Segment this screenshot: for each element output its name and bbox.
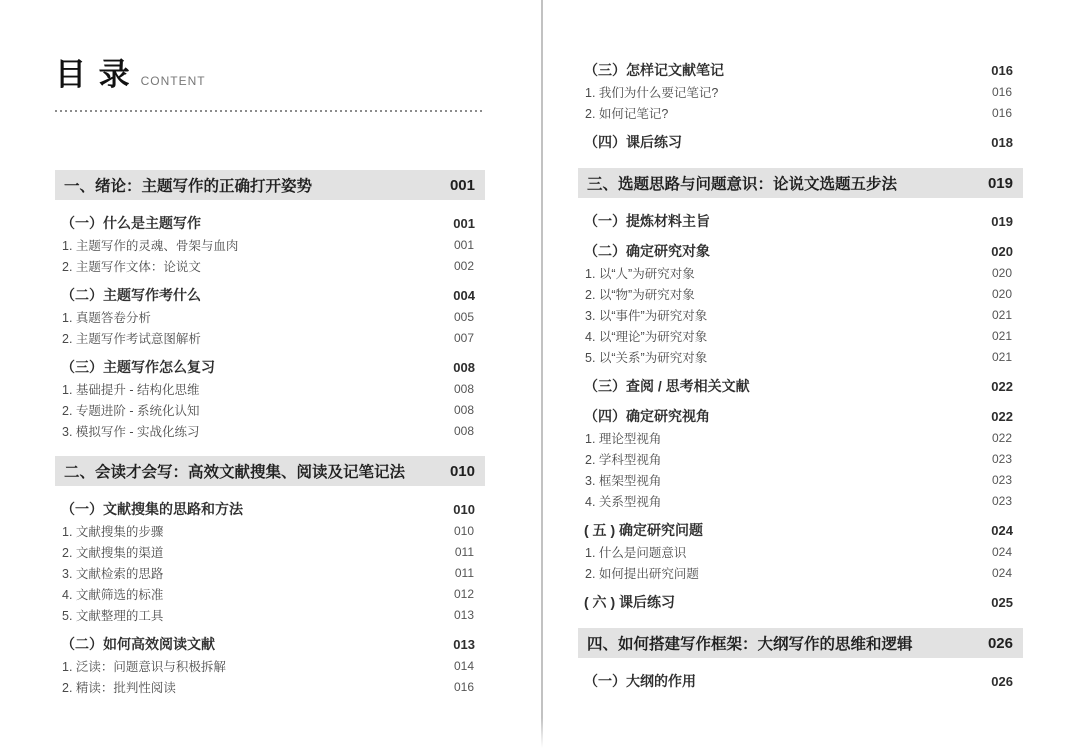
toc-header <box>55 56 485 110</box>
entry-page-number: 020 <box>991 243 1013 259</box>
entry-page-number: 011 <box>454 544 474 559</box>
entry-title: 2. 精读：批判性阅读 <box>62 680 176 695</box>
toc-entry-level2 <box>578 405 1023 427</box>
entry-title: 4. 以“理论”为研究对象 <box>585 329 708 344</box>
entry-title: （二）如何高效阅读文献 <box>61 636 215 652</box>
toc-entry-level3 <box>578 283 1023 304</box>
entry-page-number: 026 <box>991 673 1013 689</box>
toc-entries-left <box>55 112 485 697</box>
toc-entry-level2 <box>55 633 485 655</box>
entry-page-number: 008 <box>453 402 474 417</box>
entry-title: （四）课后练习 <box>584 134 682 150</box>
toc-section-heading <box>55 170 485 200</box>
toc-entry-level2 <box>578 375 1023 397</box>
entry-page-number: 001 <box>449 176 475 194</box>
toc-entry-level3 <box>578 562 1023 583</box>
entry-title: （一）什么是主题写作 <box>61 215 201 231</box>
entry-page-number: 026 <box>987 634 1013 652</box>
entry-title: 1. 什么是问题意识 <box>585 545 687 560</box>
entry-title: 4. 关系型视角 <box>585 494 662 509</box>
page-title-row <box>55 56 485 100</box>
toc-entry-level3 <box>55 399 485 420</box>
entry-page-number: 004 <box>453 287 475 303</box>
toc-entry-level2 <box>578 591 1023 613</box>
entry-page-number: 011 <box>454 565 474 580</box>
entry-title: 3. 文献检索的思路 <box>62 566 164 581</box>
entry-page-number: 013 <box>453 607 474 622</box>
toc-entry-level2 <box>578 519 1023 541</box>
entry-page-number: 019 <box>987 174 1013 192</box>
entry-page-number: 016 <box>991 84 1012 99</box>
entry-page-number: 014 <box>453 658 474 673</box>
page-subtitle: CONTENT <box>140 74 206 88</box>
entry-page-number: 022 <box>991 378 1013 394</box>
entry-title: 2. 学科型视角 <box>585 452 662 467</box>
entry-page-number: 021 <box>991 349 1012 364</box>
entry-page-number: 024 <box>991 522 1013 538</box>
entry-title: （三）怎样记文献笔记 <box>584 62 724 78</box>
toc-entry-level2 <box>578 210 1023 232</box>
toc-entry-level3 <box>578 490 1023 511</box>
entry-title: 四、如何搭建写作框架：大纲写作的思维和逻辑 <box>587 636 913 653</box>
toc-entry-level3 <box>55 306 485 327</box>
entry-page-number: 024 <box>991 565 1012 580</box>
entry-page-number: 023 <box>991 472 1012 487</box>
entry-page-number: 016 <box>991 62 1013 78</box>
toc-entry-level3 <box>578 448 1023 469</box>
toc-entry-level2 <box>578 670 1023 692</box>
entry-title: 2. 主题写作文体：论说文 <box>62 259 201 274</box>
toc-entries-right <box>578 59 1023 692</box>
entry-title: 5. 文献整理的工具 <box>62 608 164 623</box>
toc-entry-level3 <box>578 262 1023 283</box>
entry-page-number: 001 <box>453 215 475 231</box>
toc-entry-level3 <box>578 469 1023 490</box>
entry-title: （四）确定研究视角 <box>584 408 710 424</box>
entry-title: （二）确定研究对象 <box>584 243 710 259</box>
entry-title: （一）大纲的作用 <box>584 673 696 689</box>
entry-page-number: 016 <box>991 105 1012 120</box>
toc-entry-level3 <box>578 427 1023 448</box>
entry-page-number: 023 <box>991 451 1012 466</box>
entry-page-number: 024 <box>991 544 1012 559</box>
entry-title: 2. 以“物”为研究对象 <box>585 287 695 302</box>
toc-entry-level2 <box>55 284 485 306</box>
toc-entry-level3 <box>55 583 485 604</box>
toc-entry-level3 <box>55 604 485 625</box>
entry-page-number: 025 <box>991 594 1013 610</box>
toc-entry-level3 <box>578 102 1023 123</box>
entry-page-number: 023 <box>991 493 1012 508</box>
entry-page-number: 018 <box>991 134 1013 150</box>
entry-title: （三）主题写作怎么复习 <box>61 359 215 375</box>
toc-entry-level3 <box>55 234 485 255</box>
toc-section-heading <box>578 628 1023 658</box>
entry-page-number: 013 <box>453 636 475 652</box>
entry-page-number: 021 <box>991 307 1012 322</box>
entry-page-number: 001 <box>453 237 474 252</box>
entry-title: （二）主题写作考什么 <box>61 287 201 303</box>
entry-page-number: 010 <box>453 501 475 517</box>
entry-page-number: 016 <box>453 679 474 694</box>
entry-title: 4. 文献筛选的标准 <box>62 587 164 602</box>
entry-title: （三）查阅 / 思考相关文献 <box>584 378 750 394</box>
entry-title: 1. 主题写作的灵魂、骨架与血肉 <box>62 238 239 253</box>
toc-entry-level2 <box>578 131 1023 153</box>
entry-title: 三、选题思路与问题意识：论说文选题五步法 <box>587 176 898 193</box>
toc-entry-level2 <box>578 59 1023 81</box>
toc-entry-level3 <box>55 562 485 583</box>
entry-title: 2. 文献搜集的渠道 <box>62 545 164 560</box>
toc-entry-level3 <box>578 541 1023 562</box>
entry-page-number: 022 <box>991 430 1012 445</box>
entry-page-number: 008 <box>453 423 474 438</box>
entry-page-number: 002 <box>453 258 474 273</box>
entry-page-number: 020 <box>991 286 1012 301</box>
entry-title: 2. 主题写作考试意图解析 <box>62 331 201 346</box>
entry-title: 1. 基础提升 - 结构化思维 <box>62 382 200 397</box>
entry-title: ( 五 ) 确定研究问题 <box>584 522 703 538</box>
toc-entry-level2 <box>55 212 485 234</box>
page-spine-divider <box>541 0 543 748</box>
entry-page-number: 020 <box>991 265 1012 280</box>
toc-entry-level2 <box>55 498 485 520</box>
entry-page-number: 021 <box>991 328 1012 343</box>
entry-page-number: 012 <box>453 586 474 601</box>
toc-column-left <box>55 0 485 697</box>
toc-entry-level3 <box>55 541 485 562</box>
entry-title: 1. 文献搜集的步骤 <box>62 524 164 539</box>
toc-section-heading <box>55 456 485 486</box>
entry-page-number: 010 <box>453 523 474 538</box>
toc-entry-level3 <box>578 304 1023 325</box>
entry-title: 1. 真题答卷分析 <box>62 310 151 325</box>
toc-entry-level3 <box>578 81 1023 102</box>
entry-title: 二、会读才会写：高效文献搜集、阅读及记笔记法 <box>64 464 406 481</box>
entry-page-number: 008 <box>453 381 474 396</box>
toc-entry-level3 <box>55 655 485 676</box>
toc-entry-level2 <box>578 240 1023 262</box>
toc-column-right <box>578 0 1023 692</box>
entry-title: 3. 以“事件”为研究对象 <box>585 308 708 323</box>
toc-entry-level3 <box>55 520 485 541</box>
toc-section-heading <box>578 168 1023 198</box>
toc-entry-level3 <box>55 420 485 441</box>
toc-entry-level2 <box>55 356 485 378</box>
entry-title: 1. 泛读：问题意识与积极拆解 <box>62 659 226 674</box>
toc-entry-level3 <box>55 327 485 348</box>
entry-title: 3. 框架型视角 <box>585 473 662 488</box>
entry-page-number: 007 <box>453 330 474 345</box>
toc-entry-level3 <box>55 676 485 697</box>
entry-title: 2. 如何记笔记? <box>585 106 669 121</box>
toc-entry-level3 <box>55 255 485 276</box>
entry-title: ( 六 ) 课后练习 <box>584 594 675 610</box>
entry-title: 一、绪论：主题写作的正确打开姿势 <box>64 178 313 195</box>
page-title: 目 录 <box>55 57 132 92</box>
entry-title: 2. 专题进阶 - 系统化认知 <box>62 403 200 418</box>
entry-title: 1. 理论型视角 <box>585 431 662 446</box>
toc-entry-level3 <box>578 325 1023 346</box>
toc-entry-level3 <box>578 346 1023 367</box>
entry-title: 5. 以“关系”为研究对象 <box>585 350 708 365</box>
entry-page-number: 005 <box>453 309 474 324</box>
entry-page-number: 010 <box>449 462 475 480</box>
entry-page-number: 019 <box>991 213 1013 229</box>
entry-page-number: 008 <box>453 359 475 375</box>
entry-title: 3. 模拟写作 - 实战化练习 <box>62 424 200 439</box>
entry-title: 1. 我们为什么要记笔记? <box>585 85 719 100</box>
entry-title: （一）提炼材料主旨 <box>584 213 710 229</box>
entry-title: 1. 以“人”为研究对象 <box>585 266 695 281</box>
entry-title: 2. 如何提出研究问题 <box>585 566 699 581</box>
entry-title: （一）文献搜集的思路和方法 <box>61 501 243 517</box>
toc-entry-level3 <box>55 378 485 399</box>
entry-page-number: 022 <box>991 408 1013 424</box>
